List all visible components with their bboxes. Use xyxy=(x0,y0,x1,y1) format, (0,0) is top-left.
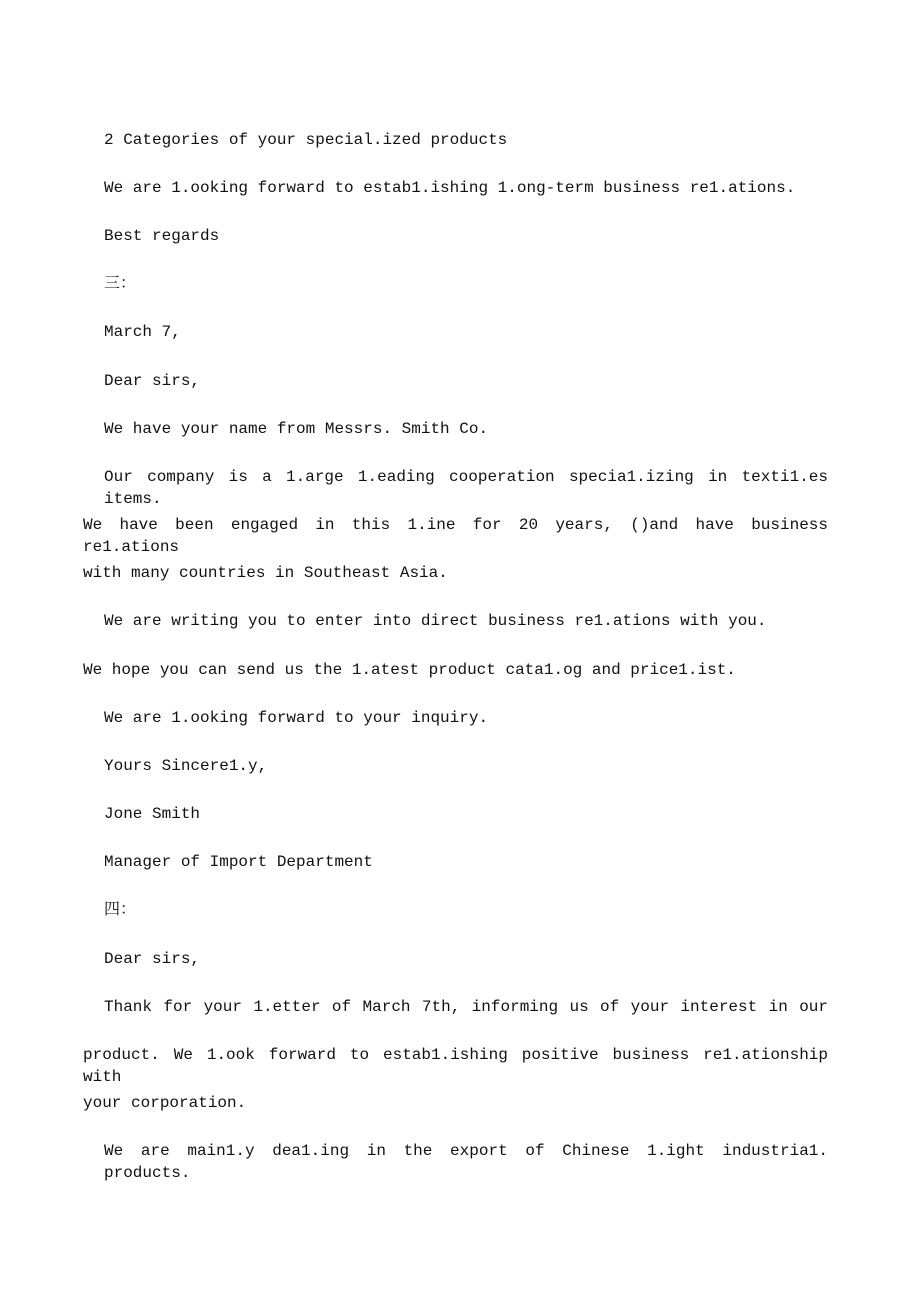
text-line: We have your name from Messrs. Smith Co. xyxy=(104,420,489,438)
signature-title: Manager of Import Department xyxy=(104,853,373,871)
text-line: We hope you can send us the 1.atest product cata1.og and price1.ist. xyxy=(83,661,736,679)
text-line: We are 1.ooking forward to your inquiry. xyxy=(104,709,489,727)
text-line: with many countries in Southeast Asia. xyxy=(83,564,448,582)
text-line: your corporation. xyxy=(83,1094,247,1112)
text-line: product. We 1.ook forward to estab1.ishing positive business re1.ationship with xyxy=(83,1046,828,1086)
salutation: Dear sirs, xyxy=(104,372,201,390)
salutation: Dear sirs, xyxy=(104,950,201,968)
closing: Best regards xyxy=(104,227,220,245)
signature-name: Jone Smith xyxy=(104,805,201,823)
text-line: Thank for your 1.etter of March 7th, informing us of your interest in our xyxy=(104,998,828,1016)
text-line: We are writing you to enter into direct business re1.ations with you. xyxy=(104,612,767,630)
text-line: 2 Categories of your special.ized products xyxy=(104,131,508,149)
text-line: We have been engaged in this 1.ine for 20 years, ()and have business re1.ations xyxy=(83,516,828,556)
section-heading-4: 四： xyxy=(104,901,137,919)
letter-date: March 7, xyxy=(104,323,181,341)
section-heading-3: 三： xyxy=(104,275,137,293)
text-line: We are 1.ooking forward to estab1.ishing 1.ong-term business re1.ations. xyxy=(104,179,796,197)
text-line: Our company is a 1.arge 1.eading cooperation specia1.izing in texti1.es items. xyxy=(104,468,828,508)
text-line: We are main1.y dea1.ing in the export of Chinese 1.ight industria1. products. xyxy=(104,1142,828,1182)
closing: Yours Sincere1.y, xyxy=(104,757,268,775)
